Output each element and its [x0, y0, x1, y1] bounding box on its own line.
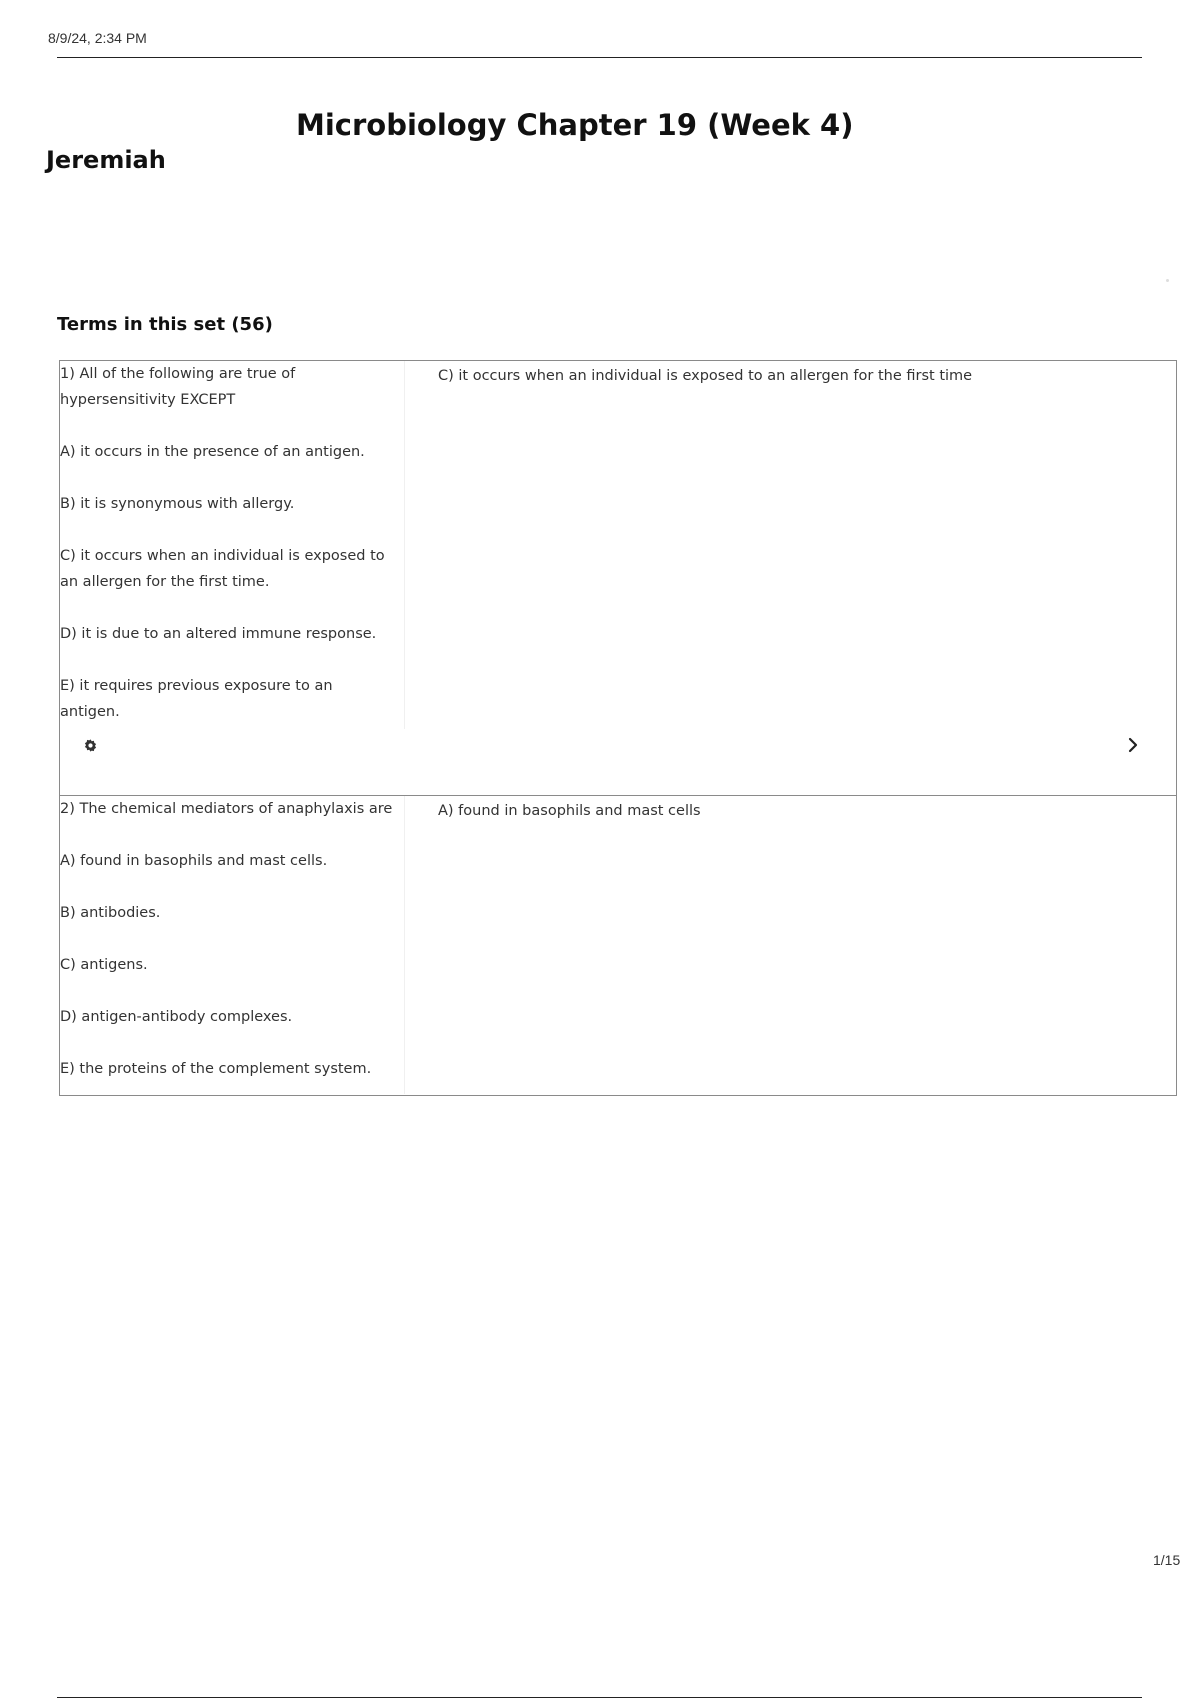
term-line: 1) All of the following are true of — [60, 366, 296, 382]
term-gap — [60, 1030, 404, 1056]
term-gap — [60, 647, 404, 673]
term-gap — [60, 926, 404, 952]
page-number: 1/15 — [1153, 1552, 1181, 1568]
flashcard[interactable] — [59, 795, 1177, 1096]
term-line: A) found in basophils and mast cells. — [60, 853, 328, 869]
terms-heading: Terms in this set (56) — [57, 314, 273, 335]
scan-dot — [1166, 279, 1169, 282]
term-line: antigen. — [60, 704, 120, 720]
term-line: C) antigens. — [60, 957, 148, 973]
term-line: B) antibodies. — [60, 905, 161, 921]
term-gap — [60, 517, 404, 543]
term-gap — [60, 978, 404, 1004]
term-line: 2) The chemical mediators of anaphylaxis are — [60, 801, 393, 817]
term-line: A) it occurs in the presence of an antigen. — [60, 444, 365, 460]
print-date: 8/9/24, 2:34 PM — [48, 30, 147, 46]
definition-side: C) it occurs when an individual is exposed to an allergen for the first time — [438, 368, 973, 384]
term-line: D) antigen-antibody complexes. — [60, 1009, 293, 1025]
header-rule — [57, 57, 1142, 58]
term-line: an allergen for the first time. — [60, 574, 270, 590]
page-title: Microbiology Chapter 19 (Week 4) — [296, 108, 854, 142]
term-gap — [60, 874, 404, 900]
term-line: E) the proteins of the complement system. — [60, 1061, 372, 1077]
term-gap — [60, 822, 404, 848]
term-side — [60, 361, 405, 729]
term-line: B) it is synonymous with allergy. — [60, 496, 295, 512]
term-line: C) it occurs when an individual is exposed to — [60, 548, 385, 564]
author-name[interactable]: Jeremiah — [46, 146, 166, 174]
gear-icon[interactable] — [84, 739, 97, 752]
term-side — [60, 796, 405, 1094]
term-line: hypersensitivity EXCEPT — [60, 392, 236, 408]
chevron-right-icon[interactable] — [1124, 735, 1142, 755]
footer-rule — [57, 1697, 1142, 1698]
term-gap — [60, 413, 404, 439]
term-line: E) it requires previous exposure to an — [60, 678, 333, 694]
term-gap — [60, 595, 404, 621]
definition-side: A) found in basophils and mast cells — [438, 803, 701, 819]
term-line: D) it is due to an altered immune response. — [60, 626, 377, 642]
flashcard[interactable] — [59, 360, 1177, 796]
term-gap — [60, 465, 404, 491]
